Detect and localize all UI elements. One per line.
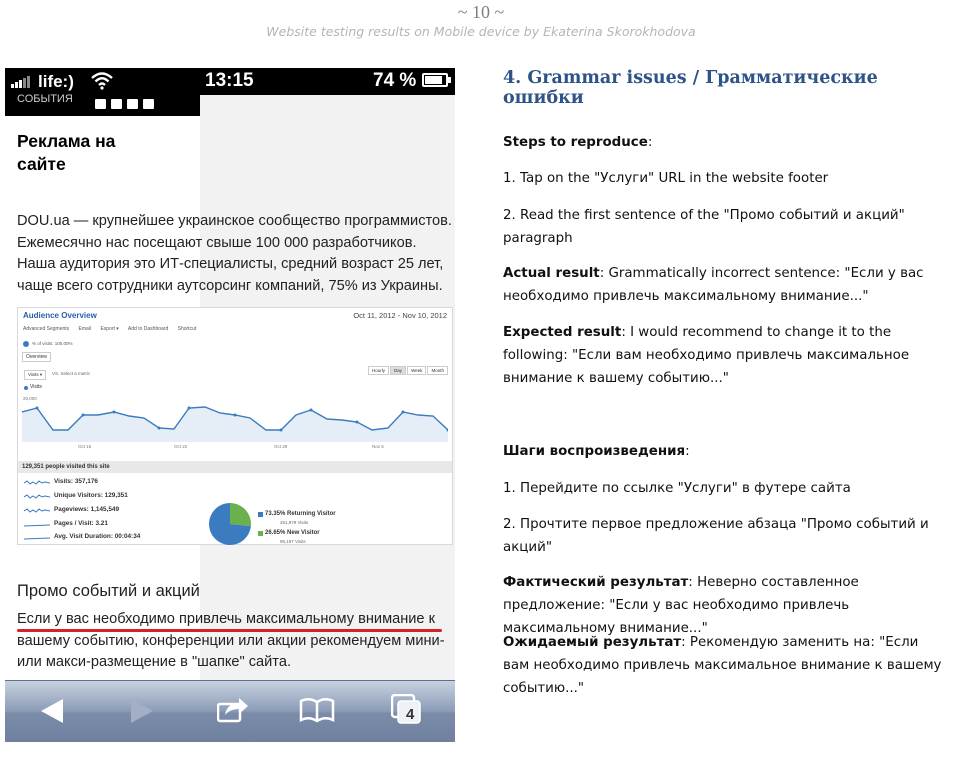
- analytics-visits-pct: % of visits: 100.00%: [32, 341, 73, 346]
- actual-text: : Неверно составленное предложение: "Если у вас необходимо привлечь максимальному внимание...": [503, 575, 859, 636]
- analytics-granularity: [367, 368, 448, 373]
- x-tick-label: Oct 22: [174, 444, 188, 449]
- facebook-icon[interactable]: [95, 99, 106, 109]
- analytics-title: Audience Overview: [23, 311, 97, 320]
- metric-pages-per-visit: Pages / Visit: 3.21: [54, 520, 108, 527]
- ad-section-title: Реклама на сайте: [17, 131, 116, 174]
- sparkline-icon: [24, 535, 50, 541]
- promo-section-title: Промо событий и акций: [17, 582, 200, 600]
- granularity-option: Month: [427, 366, 448, 375]
- grammar-error-underline: [17, 629, 442, 632]
- status-time: 13:15: [205, 70, 254, 91]
- returning-visits: 261,979 Visits: [280, 520, 309, 525]
- analytics-screenshot: [17, 307, 453, 545]
- new-visits: 95,197 Visits: [280, 539, 306, 544]
- returning-visitor-label: 73.35% Returning Visitor: [265, 511, 336, 517]
- x-tick-label: Oct 15: [78, 444, 92, 449]
- new-visitor-label: 26.65% New Visitor: [265, 530, 320, 536]
- section-heading: 4. Grammar issues / Грамматические ошибки: [503, 68, 878, 108]
- label-bold: Steps to reproduce: [503, 135, 648, 150]
- sparkline-icon: [24, 480, 50, 486]
- new-swatch: [258, 531, 263, 536]
- visits-line-chart: [22, 390, 448, 442]
- returning-swatch: [258, 512, 263, 517]
- forward-arrow-icon[interactable]: [129, 698, 155, 724]
- en-step-2: 2. Read the first sentence of the "Промо событий и акций" paragraph: [503, 208, 905, 246]
- battery-tip: [448, 77, 451, 83]
- expected-text: : I would recommend to change it to the following: "Если вам необходимо привлечь максимальное внимание к вашему событию...": [503, 325, 910, 386]
- ru-expected-result: [503, 631, 943, 700]
- label-bold: Фактический результат: [503, 575, 689, 590]
- segment-dot-icon: [23, 341, 29, 347]
- carrier-name: life:): [38, 72, 74, 91]
- analytics-tab: Advanced Segments: [23, 326, 70, 332]
- metric-avg-visit-duration: Avg. Visit Duration: 00:04:34: [54, 533, 141, 540]
- battery-icon: [422, 73, 448, 87]
- analytics-date-range: Oct 11, 2012 - Nov 10, 2012: [353, 311, 447, 320]
- label-bold: Ожидаемый результат: [503, 635, 682, 650]
- analytics-metric-select: Visits ▾: [24, 370, 46, 380]
- y-tick-label: 20,000: [23, 396, 37, 401]
- analytics-overview-tab: Overview: [22, 352, 51, 362]
- granularity-option: Day: [390, 366, 406, 375]
- browser-toolbar: [5, 680, 455, 742]
- tabs-count: 4: [406, 706, 415, 723]
- pie-slice-new: [230, 503, 251, 526]
- back-arrow-icon[interactable]: [39, 698, 65, 724]
- sparkline-icon: [24, 522, 50, 528]
- ad-section-text: DOU.ua — крупнейшее украинское сообщество программистов. Ежемесячно нас посещают свыше 100 000 разработчиков. Наша аудитория это ИТ-специалисты, средний возраст 25 лет, чаще всего сотрудники аутсорсинг компаний, 75% из Украины.: [17, 213, 452, 294]
- site-nav-bar: [5, 95, 200, 116]
- analytics-legend: Visits: [30, 384, 42, 390]
- promo-section-text: Если у вас необходимо привлечь максимальному внимание к вашему событию, конференции или акции рекомендуем мини-или макси-размещение в "шапке" сайта.: [17, 611, 445, 670]
- x-tick-label: Oct 29: [274, 444, 288, 449]
- bookmarks-icon[interactable]: [299, 697, 335, 723]
- analytics-tab: Shortcut: [177, 326, 197, 332]
- granularity-option: Hourly: [368, 366, 389, 375]
- share-icon[interactable]: [217, 695, 249, 723]
- analytics-tab: Add to Dashboard: [127, 326, 169, 332]
- en-expected-result: [503, 321, 943, 390]
- metric-unique-visitors: Unique Visitors: 129,351: [54, 492, 128, 499]
- label-bold: Actual result: [503, 266, 600, 281]
- metric-visits: Visits: 357,176: [54, 478, 98, 485]
- x-tick-label: Nov 5: [372, 444, 384, 449]
- signal-icon: [11, 75, 33, 93]
- page-subtitle: Website testing results on Mobile device by Ekaterina Skorokhodova: [266, 24, 696, 39]
- en-actual-result: [503, 262, 943, 308]
- vk-icon[interactable]: [127, 99, 138, 109]
- ru-step-2: 2. Прочтите первое предложение абзаца "Промо событий и акций": [503, 517, 929, 555]
- analytics-tab: Email: [78, 326, 92, 332]
- analytics-people-visited: 129,351 people visited this site: [18, 461, 452, 473]
- label-bold: Expected result: [503, 325, 622, 340]
- analytics-vs-label: VS. Select a metric: [52, 371, 91, 376]
- actual-text: : Grammatically incorrect sentence: "Если у вас необходимо привлечь максимальному внимание...": [503, 266, 924, 304]
- status-bar: [5, 68, 455, 95]
- ru-step-1: 1. Перейдите по ссылке "Услуги" в футере сайта: [503, 481, 851, 496]
- analytics-tab: Export ▾: [100, 326, 119, 332]
- phone-screenshot: [5, 68, 455, 742]
- analytics-toolbar: [23, 326, 204, 332]
- visitor-pie-chart: [205, 502, 255, 546]
- en-steps-label: Steps to reproduce:: [503, 135, 653, 150]
- label-bold: Шаги воспроизведения: [503, 444, 686, 459]
- site-nav-link[interactable]: СОБЫТИЯ: [17, 93, 73, 105]
- ru-actual-result: [503, 571, 943, 640]
- page-number: ~ 10 ~: [457, 2, 505, 22]
- en-step-1: 1. Tap on the "Услуги" URL in the website footer: [503, 171, 829, 186]
- sparkline-icon: [24, 508, 50, 514]
- twitter-icon[interactable]: [111, 99, 122, 109]
- granularity-option: Week: [407, 366, 426, 375]
- rss-icon[interactable]: [143, 99, 154, 109]
- wifi-icon: [91, 72, 113, 95]
- expected-text: : Рекомендую заменить на: "Если вам необходимо привлечь максимальное внимание к вашему событию...": [503, 635, 942, 696]
- sparkline-icon: [24, 494, 50, 500]
- battery-percent: 74 %: [373, 70, 417, 91]
- metric-pageviews: Pageviews: 1,145,549: [54, 506, 120, 513]
- ru-steps-label: Шаги воспроизведения:: [503, 444, 690, 459]
